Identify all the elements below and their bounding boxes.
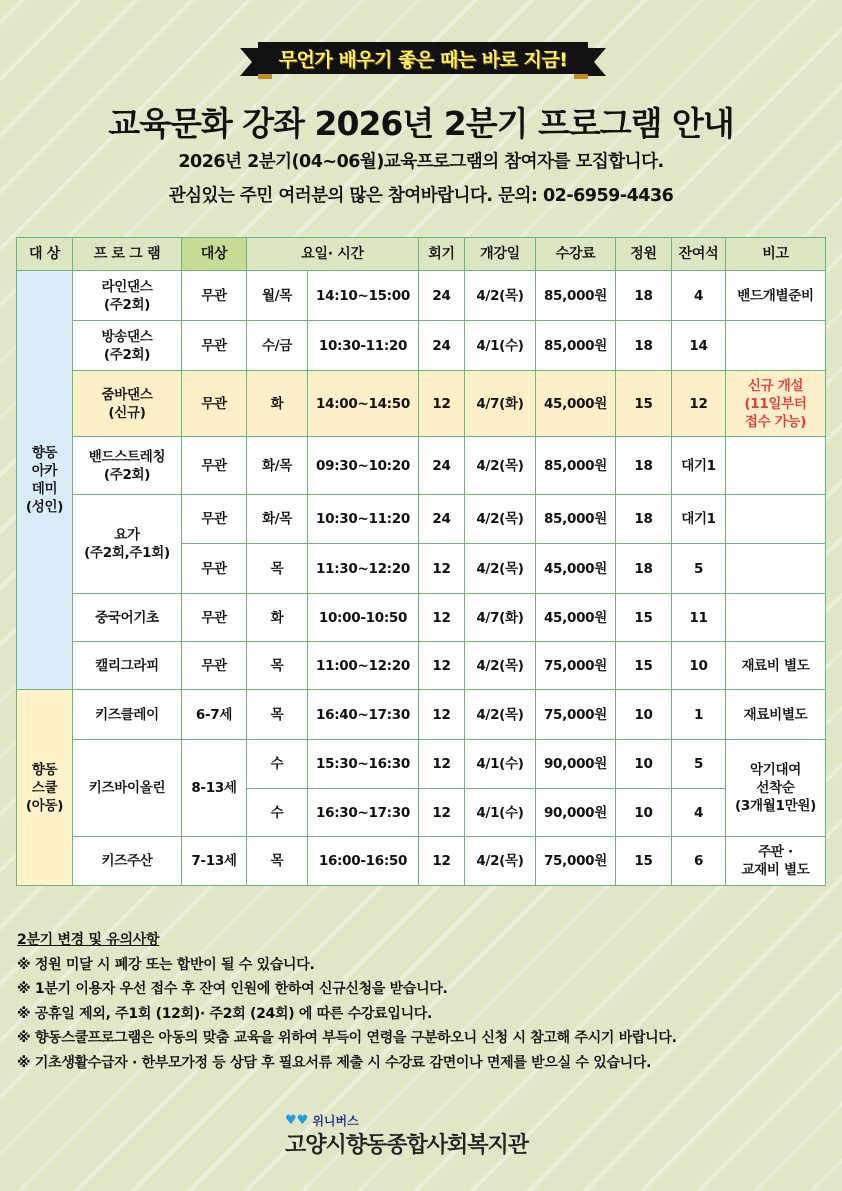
capacity-cell: 15: [616, 642, 672, 690]
note-line: (11일부터: [744, 395, 807, 412]
remaining-cell: 대기1: [672, 495, 726, 544]
time-cell: 14:10~15:00: [308, 271, 419, 321]
day-cell: 목: [247, 837, 308, 886]
note-item: ※ 정원 미달 시 폐강 또는 합반이 될 수 있습니다.: [17, 956, 315, 973]
program-name: 밴드스트레칭: [88, 448, 166, 465]
program-cell: 키즈바이올린: [73, 740, 182, 837]
start-date-cell: 4/1(수): [465, 740, 536, 789]
remaining-cell: 5: [672, 544, 726, 594]
remaining-cell: 6: [672, 837, 726, 886]
table-row: [17, 837, 826, 886]
note-item: ※ 기초생활수급자 · 한부모가정 등 상담 후 필요서류 제출 시 수강료 감면이나 면제를 받으실 수 있습니다.: [17, 1054, 652, 1071]
table-row: [17, 321, 826, 371]
organization-logo: [285, 1112, 575, 1162]
note-cell: [726, 544, 826, 594]
notes-heading: 2분기 변경 및 유의사항: [17, 932, 160, 948]
fee-cell: 90,000원: [536, 740, 616, 789]
note-cell: [726, 437, 826, 495]
organization-name: 고양시향동종합사회복지관: [285, 1133, 529, 1158]
target-cell: 무관: [182, 544, 247, 594]
capacity-cell: 10: [616, 789, 672, 837]
remaining-cell: 4: [672, 789, 726, 837]
table-row: [17, 437, 826, 495]
day-cell: 수: [247, 740, 308, 789]
fee-cell: 45,000원: [536, 544, 616, 594]
start-date-cell: 4/1(수): [465, 321, 536, 371]
capacity-cell: 15: [616, 837, 672, 886]
remaining-cell: 대기1: [672, 437, 726, 495]
group-label-line: 스쿨: [31, 779, 58, 796]
top-ribbon-banner: [238, 40, 608, 80]
notes-section: [17, 928, 677, 1075]
fee-cell: 85,000원: [536, 321, 616, 371]
group-label-line: 데미: [31, 481, 58, 497]
start-date-cell: 4/2(목): [465, 544, 536, 594]
day-cell: 수/금: [247, 321, 308, 371]
time-cell: 10:30~11:20: [308, 495, 419, 544]
target-cell: 무관: [182, 594, 247, 642]
fee-cell: 45,000원: [536, 594, 616, 642]
start-date-cell: 4/2(목): [465, 642, 536, 690]
fee-cell: 75,000원: [536, 837, 616, 886]
group-adult-academy: [17, 271, 73, 690]
fee-cell: 85,000원: [536, 271, 616, 321]
program-cell: [73, 495, 182, 594]
target-cell: 7-13세: [182, 837, 247, 886]
program-name: 방송댄스: [101, 328, 153, 345]
remaining-cell: 5: [672, 740, 726, 789]
note-cell: [726, 321, 826, 371]
capacity-cell: 18: [616, 271, 672, 321]
start-date-cell: 4/2(목): [465, 495, 536, 544]
target-cell: 무관: [182, 321, 247, 371]
header-note: 비고: [726, 238, 826, 271]
start-date-cell: 4/7(화): [465, 594, 536, 642]
target-cell: 무관: [182, 437, 247, 495]
program-frequency: (주2회): [103, 466, 151, 483]
time-cell: 10:30-11:20: [308, 321, 419, 371]
note-cell: [726, 594, 826, 642]
ribbon-fold-right: [574, 74, 588, 79]
target-cell: 무관: [182, 495, 247, 544]
program-cell: [73, 321, 182, 371]
program-frequency: (신규): [108, 404, 146, 421]
table-row: [17, 495, 826, 544]
sessions-cell: 12: [419, 371, 465, 437]
target-cell: 무관: [182, 371, 247, 437]
time-cell: 09:30~10:20: [308, 437, 419, 495]
group-label-line: 향동: [31, 761, 58, 778]
header-remaining: 잔여석: [672, 238, 726, 271]
time-cell: 10:00-10:50: [308, 594, 419, 642]
header-sessions: 회기: [419, 238, 465, 271]
table-row: [17, 594, 826, 642]
sessions-cell: 24: [419, 321, 465, 371]
time-cell: 11:00~12:20: [308, 642, 419, 690]
page-title: 교육문화 강좌 2026년 2분기 프로그램 안내: [108, 104, 734, 143]
group-label-line: 향동: [31, 445, 58, 461]
start-date-cell: 4/1(수): [465, 789, 536, 837]
time-cell: 16:40~17:30: [308, 690, 419, 740]
note-line: (3개월1만원): [735, 798, 816, 814]
note-line: 주판 ·: [758, 844, 793, 860]
subtitle-line-2: 관심있는 주민 여러분의 많은 참여바랍니다. 문의: 02-6959-4436: [168, 186, 674, 206]
day-cell: 목: [247, 544, 308, 594]
capacity-cell: 15: [616, 594, 672, 642]
start-date-cell: 4/2(목): [465, 690, 536, 740]
note-line: 접수 가능): [744, 413, 807, 430]
day-cell: 화: [247, 371, 308, 437]
sessions-cell: 12: [419, 789, 465, 837]
capacity-cell: 15: [616, 371, 672, 437]
sessions-cell: 12: [419, 837, 465, 886]
note-line: 신규 개설: [747, 377, 804, 394]
header-start-date: 개강일: [465, 238, 536, 271]
header-fee: 수강료: [536, 238, 616, 271]
start-date-cell: 4/7(화): [465, 371, 536, 437]
program-cell: [73, 437, 182, 495]
header-group: 대 상: [17, 238, 73, 271]
time-cell: 11:30~12:20: [308, 544, 419, 594]
program-cell: 키즈주산: [73, 837, 182, 886]
fee-cell: 75,000원: [536, 642, 616, 690]
note-cell-new-opening: [726, 371, 826, 437]
program-name: 라인댄스: [101, 278, 153, 295]
note-item: ※ 공휴일 제외, 주1회 (12회)· 주2회 (24회) 에 따른 수강료입니다.: [17, 1005, 433, 1022]
start-date-cell: 4/2(목): [465, 837, 536, 886]
day-cell: 수: [247, 789, 308, 837]
program-frequency: (주2회): [103, 346, 151, 363]
program-frequency: (주2회,주1회): [84, 545, 170, 561]
note-cell: 재료비 별도: [726, 642, 826, 690]
capacity-cell: 18: [616, 495, 672, 544]
note-line: 악기대여: [750, 762, 801, 778]
remaining-cell: 12: [672, 371, 726, 437]
capacity-cell: 18: [616, 544, 672, 594]
ribbon-fold-left: [258, 74, 272, 79]
time-cell: 15:30~16:30: [308, 740, 419, 789]
note-cell: [726, 740, 826, 837]
day-cell: 화/목: [247, 437, 308, 495]
remaining-cell: 4: [672, 271, 726, 321]
people-logo-icon: ♥♥: [285, 1113, 309, 1128]
sessions-cell: 12: [419, 642, 465, 690]
note-line: 교재비 별도: [741, 862, 810, 878]
header-day-time: 요일· 시간: [247, 238, 419, 271]
note-item: ※ 향동스쿨프로그램은 아동의 맞춤 교육을 위하여 부득이 연령을 구분하오니 신청 시 참고해 주시기 바랍니다.: [17, 1030, 677, 1046]
target-cell: 무관: [182, 271, 247, 321]
time-cell: 16:30~17:30: [308, 789, 419, 837]
sessions-cell: 24: [419, 437, 465, 495]
time-cell: 16:00-16:50: [308, 837, 419, 886]
remaining-cell: 1: [672, 690, 726, 740]
fee-cell: 85,000원: [536, 495, 616, 544]
program-schedule-table: [16, 237, 826, 886]
target-cell: 무관: [182, 642, 247, 690]
sessions-cell: 12: [419, 594, 465, 642]
banner-text: 무언가 배우기 좋은 때는 바로 지금!: [258, 42, 588, 74]
group-label-line: (아동): [25, 797, 64, 814]
program-frequency: (주2회): [103, 296, 151, 313]
remaining-cell: 14: [672, 321, 726, 371]
fee-cell: 75,000원: [536, 690, 616, 740]
program-cell: [73, 271, 182, 321]
sessions-cell: 12: [419, 544, 465, 594]
sessions-cell: 12: [419, 690, 465, 740]
fee-cell: 45,000원: [536, 371, 616, 437]
note-cell: [726, 837, 826, 886]
remaining-cell: 10: [672, 642, 726, 690]
table-row: [17, 271, 826, 321]
note-cell: 밴드개별준비: [726, 271, 826, 321]
sessions-cell: 24: [419, 495, 465, 544]
table-row: [17, 690, 826, 740]
day-cell: 월/목: [247, 271, 308, 321]
program-cell: 캘리그라피: [73, 642, 182, 690]
program-name: 요가: [114, 527, 140, 543]
program-cell: [73, 371, 182, 437]
note-item: ※ 1분기 이용자 우선 접수 후 잔여 인원에 한하여 신규신청을 받습니다.: [17, 981, 448, 997]
group-kids-school: [17, 690, 73, 886]
header-capacity: 정원: [616, 238, 672, 271]
table-row-highlighted-new: [17, 371, 826, 437]
table-row: [17, 642, 826, 690]
target-cell: 8-13세: [182, 740, 247, 837]
group-label-line: 아카: [31, 463, 58, 479]
sessions-cell: 24: [419, 271, 465, 321]
brand-name: 위니버스: [312, 1114, 359, 1128]
day-cell: 목: [247, 690, 308, 740]
fee-cell: 90,000원: [536, 789, 616, 837]
sessions-cell: 12: [419, 740, 465, 789]
capacity-cell: 18: [616, 437, 672, 495]
note-line: 선착순: [756, 780, 795, 796]
group-label-line: (성인): [25, 499, 64, 515]
start-date-cell: 4/2(목): [465, 271, 536, 321]
fee-cell: 85,000원: [536, 437, 616, 495]
day-cell: 목: [247, 642, 308, 690]
note-cell: [726, 495, 826, 544]
capacity-cell: 18: [616, 321, 672, 371]
header-program: 프 로 그 램: [73, 238, 182, 271]
time-cell: 14:00~14:50: [308, 371, 419, 437]
day-cell: 화: [247, 594, 308, 642]
remaining-cell: 11: [672, 594, 726, 642]
program-name: 줌바댄스: [101, 386, 153, 403]
capacity-cell: 10: [616, 740, 672, 789]
table-header-row: [17, 238, 826, 271]
note-cell: 재료비별도: [726, 690, 826, 740]
capacity-cell: 10: [616, 690, 672, 740]
program-cell: 중국어기초: [73, 594, 182, 642]
table-row: [17, 740, 826, 789]
day-cell: 화/목: [247, 495, 308, 544]
header-target: 대상: [182, 238, 247, 271]
program-cell: 키즈클레이: [73, 690, 182, 740]
brand-mark: [285, 1112, 359, 1129]
target-cell: 6-7세: [182, 690, 247, 740]
start-date-cell: 4/2(목): [465, 437, 536, 495]
subtitle-line-1: 2026년 2분기(04~06월)교육프로그램의 참여자를 모집합니다.: [178, 152, 664, 172]
